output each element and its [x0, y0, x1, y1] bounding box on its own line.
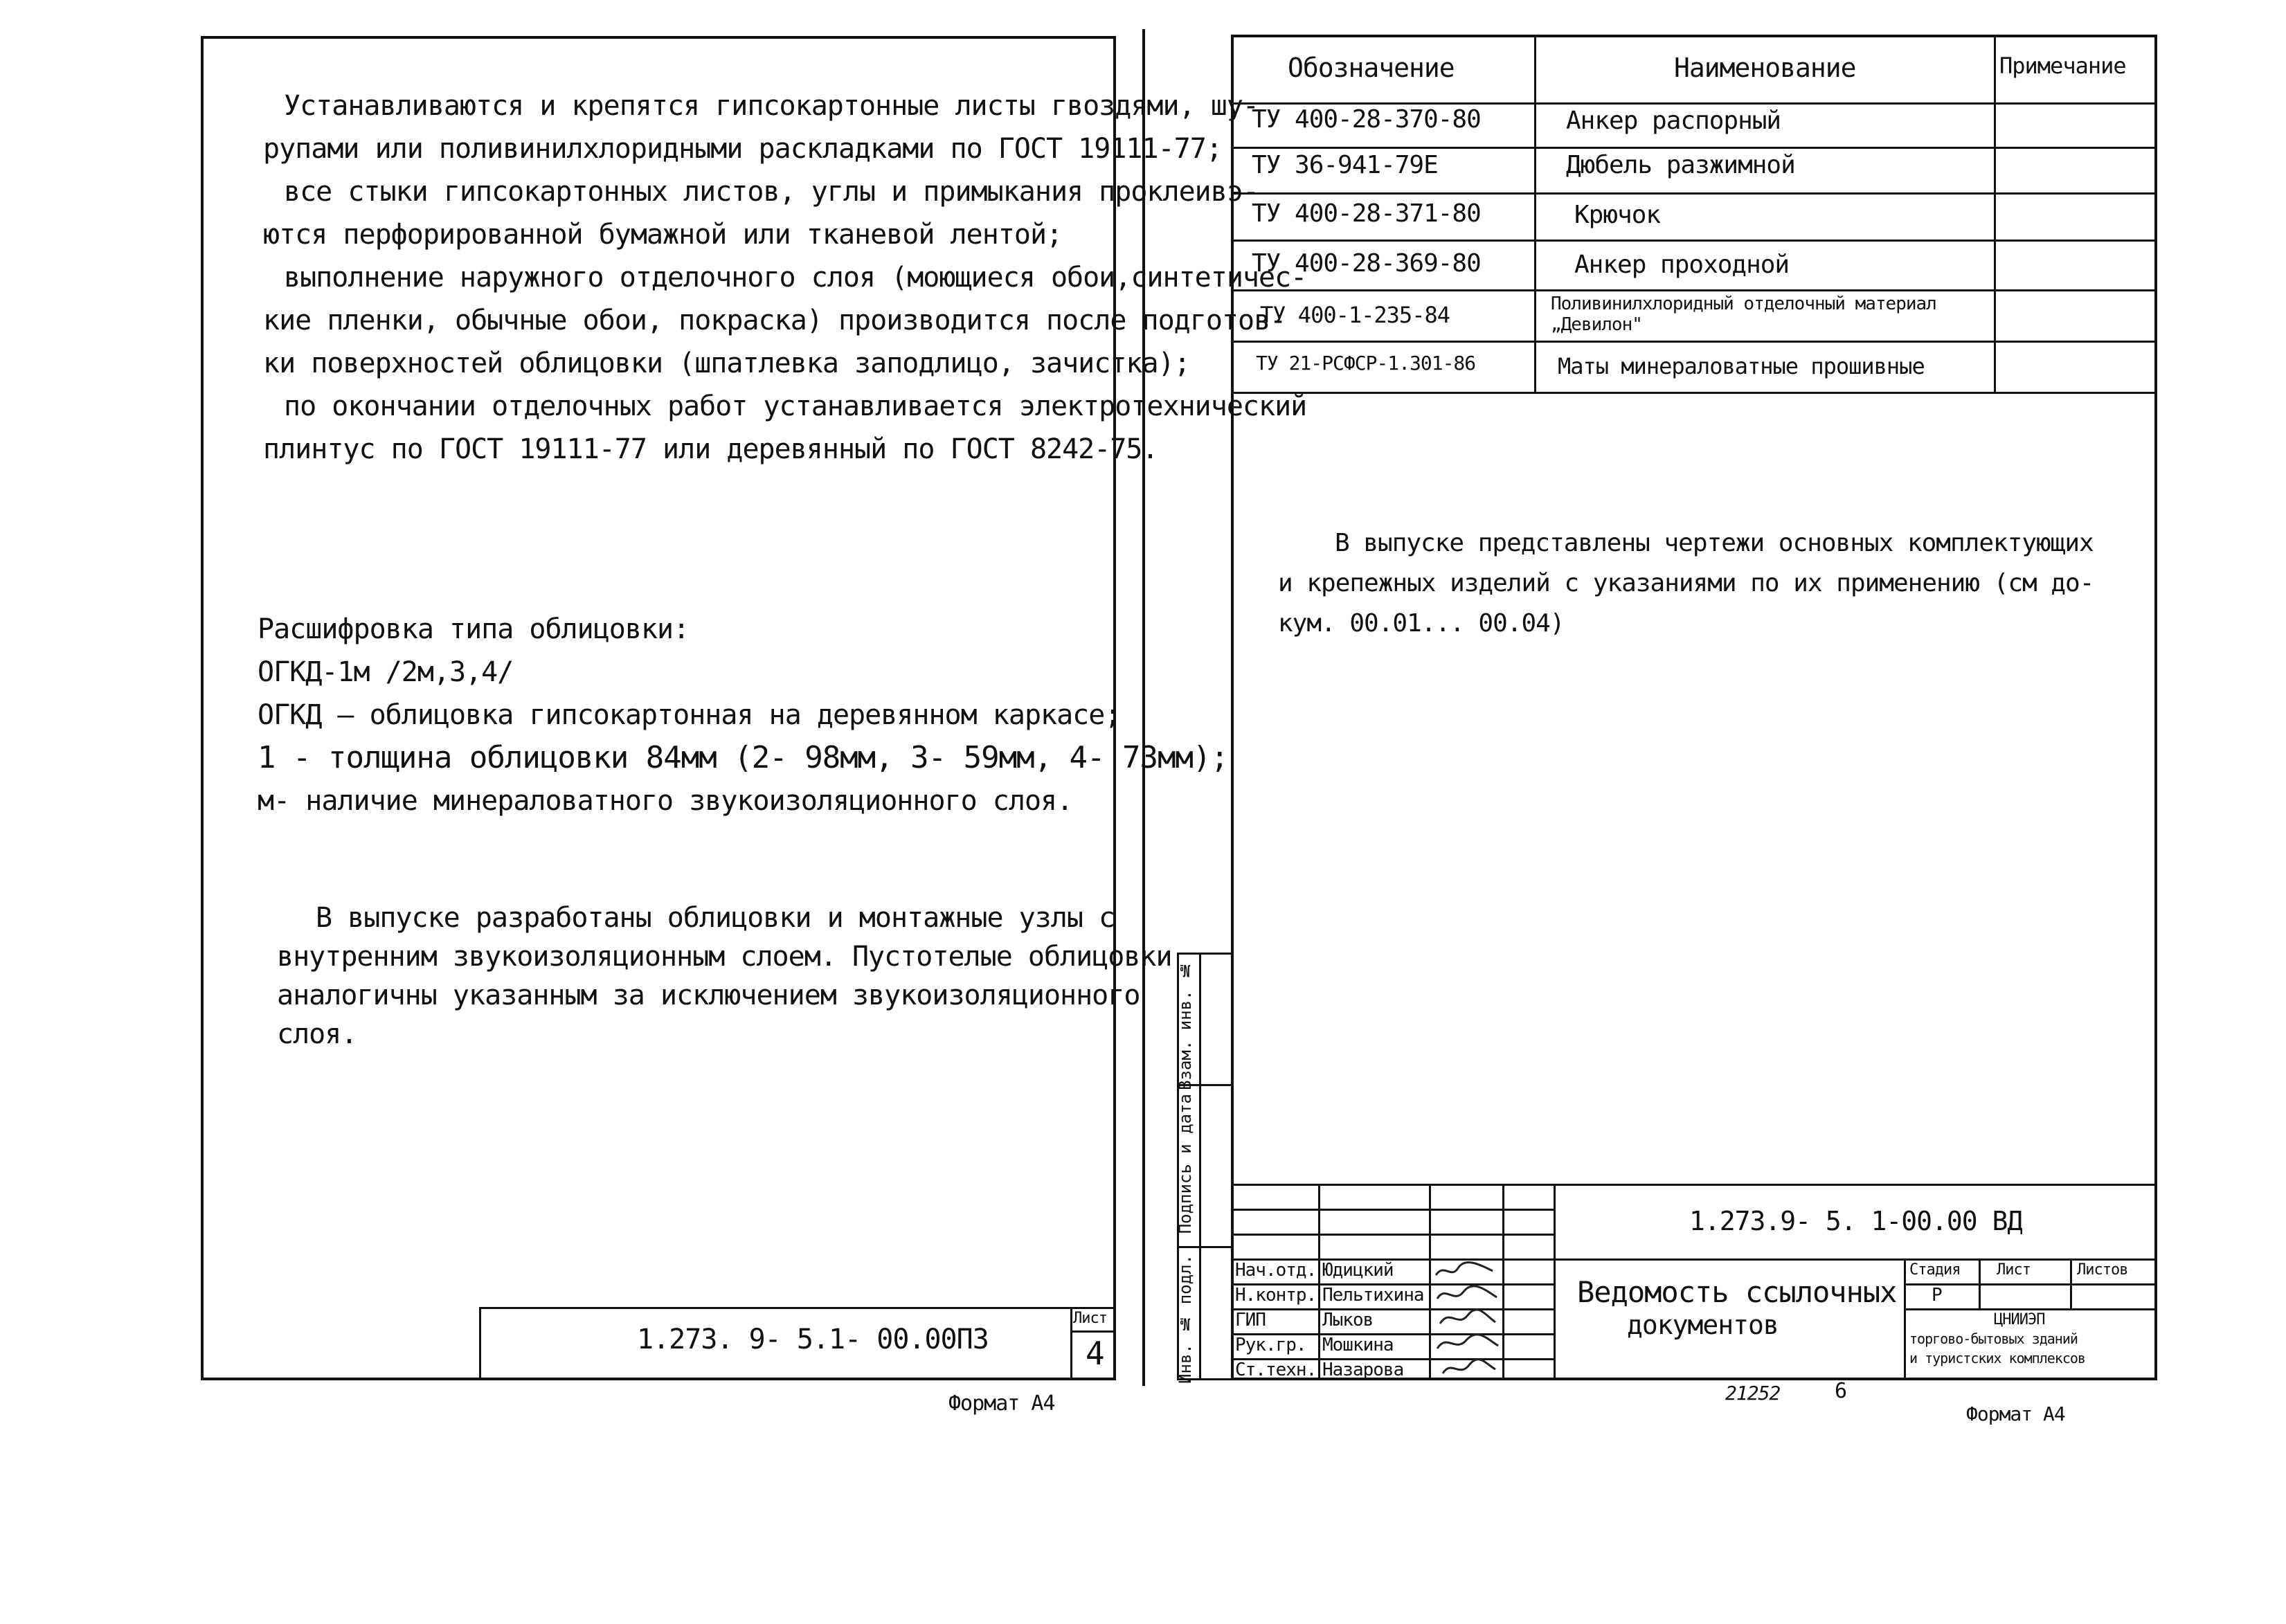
staff-role: Ст.техн. [1235, 1360, 1317, 1380]
table-line [1231, 102, 2157, 105]
org-line: ЦНИИЭП [1994, 1311, 2045, 1328]
left-note-line: В выпуске разработаны облицовки и монтажные узлы с [316, 902, 1115, 934]
stamp-line [1904, 1308, 2157, 1310]
left-paragraph-line: рупами или поливинилхлоридными раскладками по ГОСТ 19111-77; [263, 133, 1222, 165]
left-margin-line [201, 36, 203, 1380]
org-line: торгово-бытовых зданий [1909, 1330, 2078, 1347]
table-col-line [1534, 35, 1536, 392]
table-line [1231, 240, 2157, 242]
stamp-line [1231, 1209, 1554, 1211]
doc-title-line: Ведомость ссылочных [1577, 1275, 1897, 1309]
stamp-line [1231, 1234, 1554, 1236]
table-row-code: ТУ 400-28-369-80 [1252, 249, 1481, 278]
staff-role: ГИП [1235, 1310, 1266, 1330]
decode-line: 1 - толщина облицовки 84мм (2- 98мм, 3- 59мм, 4- 73мм); [258, 740, 1228, 775]
table-row-code: ТУ 21-РСФСР-1.301-86 [1256, 352, 1476, 375]
left-stamp-sheet-label: Лист [1073, 1310, 1107, 1327]
side-label-replace: Взам. инв. № [1176, 961, 1195, 1090]
left-note-line: внутренним звукоизоляционным слоем. Пустотелые облицовки [277, 941, 1172, 973]
org-line: и туристских комплексов [1909, 1350, 2085, 1366]
table-header-code: Обозначение [1288, 53, 1455, 83]
stamp-col-line [1979, 1258, 1981, 1308]
left-stamp-code: 1.273. 9- 5.1- 00.00ПЗ [637, 1324, 989, 1355]
table-row-name: Крючок [1574, 201, 1661, 229]
stamp-top-line [1231, 1184, 2157, 1186]
table-line [1231, 192, 2157, 195]
left-format-label: Формат А4 [948, 1391, 1055, 1416]
left-stamp-sheet-number: 4 [1086, 1335, 1104, 1372]
right-format-label: Формат А4 [1966, 1402, 2065, 1425]
left-paragraph-line: все стыки гипсокартонных листов, углы и примыкания проклеивэ- [284, 176, 1259, 208]
right-note-line: кум. 00.01... 00.04) [1278, 609, 1565, 638]
stamp-stage-value: Р [1932, 1285, 1942, 1306]
side-strip-divider [1199, 953, 1201, 1380]
doc-title-line: документов [1627, 1310, 1779, 1340]
table-line [1231, 341, 2157, 343]
stamp-col-line [1502, 1184, 1504, 1380]
stamp-line [1904, 1283, 2157, 1285]
left-note-line: слоя. [277, 1018, 357, 1050]
decode-line: ОГКД-1м /2м,3,4/ [258, 656, 514, 688]
stamp-col-line [1554, 1184, 1556, 1380]
stamp-line [1231, 1308, 1554, 1310]
table-row-name: Дюбель разжимной [1566, 151, 1795, 179]
stamp-header-stage: Стадия [1909, 1261, 1961, 1279]
archive-number: 21252 [1725, 1382, 1781, 1405]
signature-marks [1430, 1258, 1502, 1380]
left-paragraph-line: по окончании отделочных работ устанавливается электротехнический [284, 390, 1307, 422]
left-paragraph-line: плинтус по ГОСТ 19111-77 или деревянный по ГОСТ 8242-75. [263, 433, 1158, 465]
staff-role: Н.контр. [1235, 1285, 1317, 1306]
archive-sheet: 6 [1835, 1379, 1847, 1403]
left-paragraph-line: ки поверхностей облицовки (шпатлевка заподлицо, зачистка); [263, 348, 1190, 379]
left-paragraph-line: ются перфорированной бумажной или тканевой лентой; [263, 219, 1063, 251]
staff-name: Юдицкий [1322, 1260, 1394, 1281]
table-row-code: ТУ 400-28-371-80 [1252, 199, 1481, 228]
side-label-signature: Подпись и дата [1176, 1094, 1195, 1234]
staff-name: Назарова [1322, 1360, 1404, 1380]
table-col-line [1994, 35, 1996, 392]
table-line [1231, 289, 2157, 291]
left-stamp-divider [1070, 1307, 1072, 1380]
stamp-col-line [1904, 1258, 1906, 1380]
table-row-name: Анкер проходной [1574, 251, 1790, 279]
table-header-note: Примечание [1999, 53, 2126, 79]
right-page-frame [1231, 35, 2157, 1380]
left-paragraph-line: Устанавливаются и крепятся гипсокартонные листы гвоздями, шу- [284, 90, 1259, 122]
right-note-line: В выпуске представлены чертежи основных комплектующих [1335, 529, 2094, 557]
decode-line: м- наличие минераловатного звукоизоляционного слоя. [258, 785, 1073, 817]
staff-role: Нач.отд. [1235, 1260, 1317, 1281]
table-row-code: ТУ 400-1-235-84 [1260, 302, 1450, 328]
stamp-col-line [1318, 1184, 1320, 1380]
table-line [1231, 147, 2157, 149]
table-row-name: Поливинилхлоридный отделочный материал „Девилон" [1551, 294, 1936, 335]
stamp-header-sheets: Листов [2077, 1261, 2128, 1279]
right-stamp-code: 1.273.9- 5. 1-00.00 ВД [1689, 1206, 2023, 1236]
stamp-header-sheet: Лист [1997, 1261, 2031, 1279]
staff-role: Рук.гр. [1235, 1335, 1306, 1355]
stamp-col-line [2070, 1258, 2072, 1308]
left-paragraph-line: кие пленки, обычные обои, покраска) производится после подготов- [263, 305, 1286, 336]
left-paragraph-block [263, 84, 1307, 471]
table-row-code: ТУ 400-28-370-80 [1252, 105, 1481, 134]
staff-name: Мошкина [1322, 1335, 1394, 1355]
decode-title: Расшифровка типа облицовки: [258, 613, 690, 645]
table-header-name: Наименование [1674, 53, 1856, 83]
left-note-line: аналогичны указанным за исключением звукоизоляционного [277, 980, 1140, 1011]
table-row-name: Маты минераловатные прошивные [1558, 353, 1925, 379]
page-separator [1142, 29, 1145, 1386]
left-stamp-sheet-line [1070, 1330, 1116, 1333]
side-strip-line [1177, 1246, 1231, 1248]
table-row-code: ТУ 36-941-79Е [1252, 151, 1438, 179]
right-note-line: и крепежных изделий с указаниями по их применению (см до- [1278, 569, 2094, 597]
staff-name: Лыков [1322, 1310, 1374, 1330]
left-paragraph-line: выполнение наружного отделочного слоя (моющиеся обои,синтетичес- [284, 262, 1307, 294]
right-note-block [1278, 523, 2136, 644]
decode-block [258, 608, 1228, 822]
staff-name: Пельтихина [1322, 1285, 1424, 1306]
decode-line: ОГКД – облицовка гипсокартонная на деревянном каркасе; [258, 699, 1121, 731]
left-note-block [277, 899, 1172, 1054]
side-label-inventory: Инв. № подл. [1176, 1254, 1195, 1384]
table-row-name: Анкер распорный [1566, 107, 1781, 135]
table-line [1231, 392, 2157, 394]
